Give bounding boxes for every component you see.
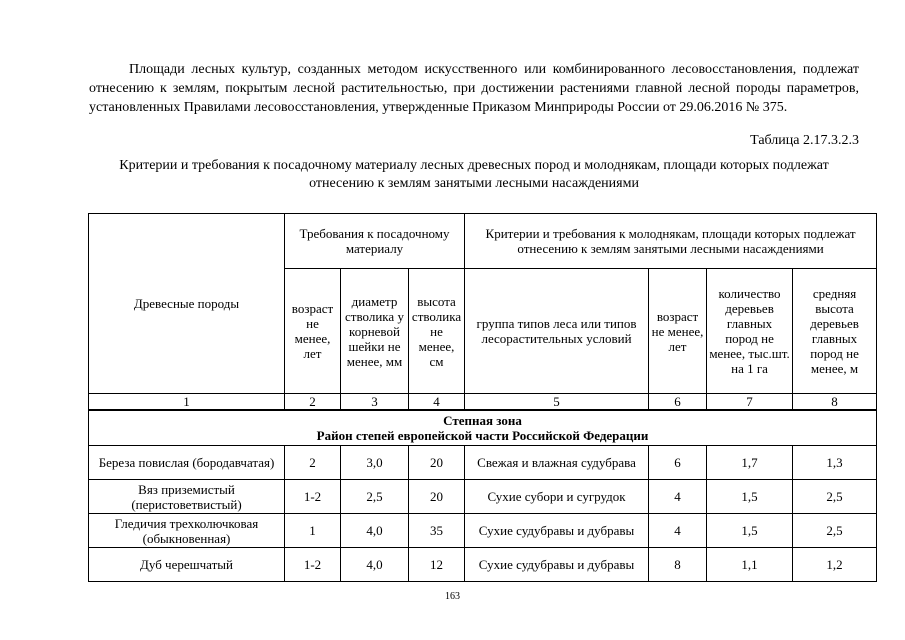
table-row (89, 548, 877, 582)
cell-avg-height: 1,2 (793, 548, 877, 582)
cell-diameter: 4,0 (341, 514, 409, 548)
intro-paragraph: Площади лесных культур, созданных методом искусственного или комбинированного лесовосстановления, подлежат отнесению к землям, покрытым лесной растительностью, при достижении растениями главной лесной породы параметров, установленных Правилами лесовосстановления, утвержденные Приказом Минприроды России от 29.06.2016 № 375. (89, 62, 859, 115)
column-number: 7 (707, 394, 793, 411)
cell-forest-type: Сухие судубравы и дубравы (465, 548, 649, 582)
column-number: 3 (341, 394, 409, 411)
cell-species: Вяз приземистый (перистоветвистый) (89, 480, 285, 514)
cell-avg-height: 1,3 (793, 446, 877, 480)
criteria-table (88, 213, 877, 582)
cell-forest-type: Сухие судубравы и дубравы (465, 514, 649, 548)
cell-young-age: 6 (649, 446, 707, 480)
cell-species: Гледичия трехколючковая (обыкновенная) (89, 514, 285, 548)
table-row (89, 446, 877, 480)
cell-count: 1,5 (707, 514, 793, 548)
cell-avg-height: 2,5 (793, 480, 877, 514)
cell-young-age: 8 (649, 548, 707, 582)
cell-height: 20 (409, 446, 465, 480)
header-tree-count: количество деревьев главных пород не менее, тыс.шт. на 1 га (707, 269, 793, 394)
column-number: 5 (465, 394, 649, 411)
table-row (89, 480, 877, 514)
cell-age: 1 (285, 514, 341, 548)
cell-diameter: 3,0 (341, 446, 409, 480)
column-number-row (89, 394, 877, 411)
table-number: Таблица 2.17.3.2.3 (750, 133, 859, 148)
header-planting-material: Требования к посадочному материалу (285, 214, 465, 269)
cell-species: Дуб черешчатый (89, 548, 285, 582)
cell-young-age: 4 (649, 480, 707, 514)
cell-young-age: 4 (649, 514, 707, 548)
header-young-age: возраст не менее, лет (649, 269, 707, 394)
cell-species: Береза повислая (бородавчатая) (89, 446, 285, 480)
zone-heading (89, 410, 877, 446)
column-number: 2 (285, 394, 341, 411)
cell-count: 1,1 (707, 548, 793, 582)
cell-count: 1,7 (707, 446, 793, 480)
cell-diameter: 2,5 (341, 480, 409, 514)
column-number: 4 (409, 394, 465, 411)
column-number: 6 (649, 394, 707, 411)
header-age: возраст не менее, лет (285, 269, 341, 394)
header-species: Древесные породы (89, 214, 285, 394)
cell-avg-height: 2,5 (793, 514, 877, 548)
cell-forest-type: Сухие субори и сугрудок (465, 480, 649, 514)
table-caption: Критерии и требования к посадочному материалу лесных древесных пород и молоднякам, площади которых подлежат отнесению к землям занятыми лесными насаждениями (119, 158, 829, 191)
cell-height: 35 (409, 514, 465, 548)
cell-diameter: 4,0 (341, 548, 409, 582)
table-row (89, 514, 877, 548)
zone-name: Степная зона (443, 413, 522, 428)
header-young-stands: Критерии и требования к молоднякам, площади которых подлежат отнесению к землям занятыми лесными насаждениями (465, 214, 877, 269)
cell-age: 2 (285, 446, 341, 480)
cell-age: 1-2 (285, 548, 341, 582)
cell-count: 1,5 (707, 480, 793, 514)
cell-height: 12 (409, 548, 465, 582)
zone-region: Район степей европейской части Российской Федерации (316, 428, 649, 443)
column-number: 8 (793, 394, 877, 411)
cell-height: 20 (409, 480, 465, 514)
header-avg-height: средняя высота деревьев главных пород не менее, м (793, 269, 877, 394)
cell-forest-type: Свежая и влажная судубрава (465, 446, 649, 480)
header-height: высота стволика не менее, см (409, 269, 465, 394)
column-number: 1 (89, 394, 285, 411)
header-diameter: диаметр стволика у корневой шейки не менее, мм (341, 269, 409, 394)
cell-age: 1-2 (285, 480, 341, 514)
page-number: 163 (445, 591, 460, 602)
header-forest-type: группа типов леса или типов лесорастительных условий (465, 269, 649, 394)
zone-row (89, 410, 877, 446)
